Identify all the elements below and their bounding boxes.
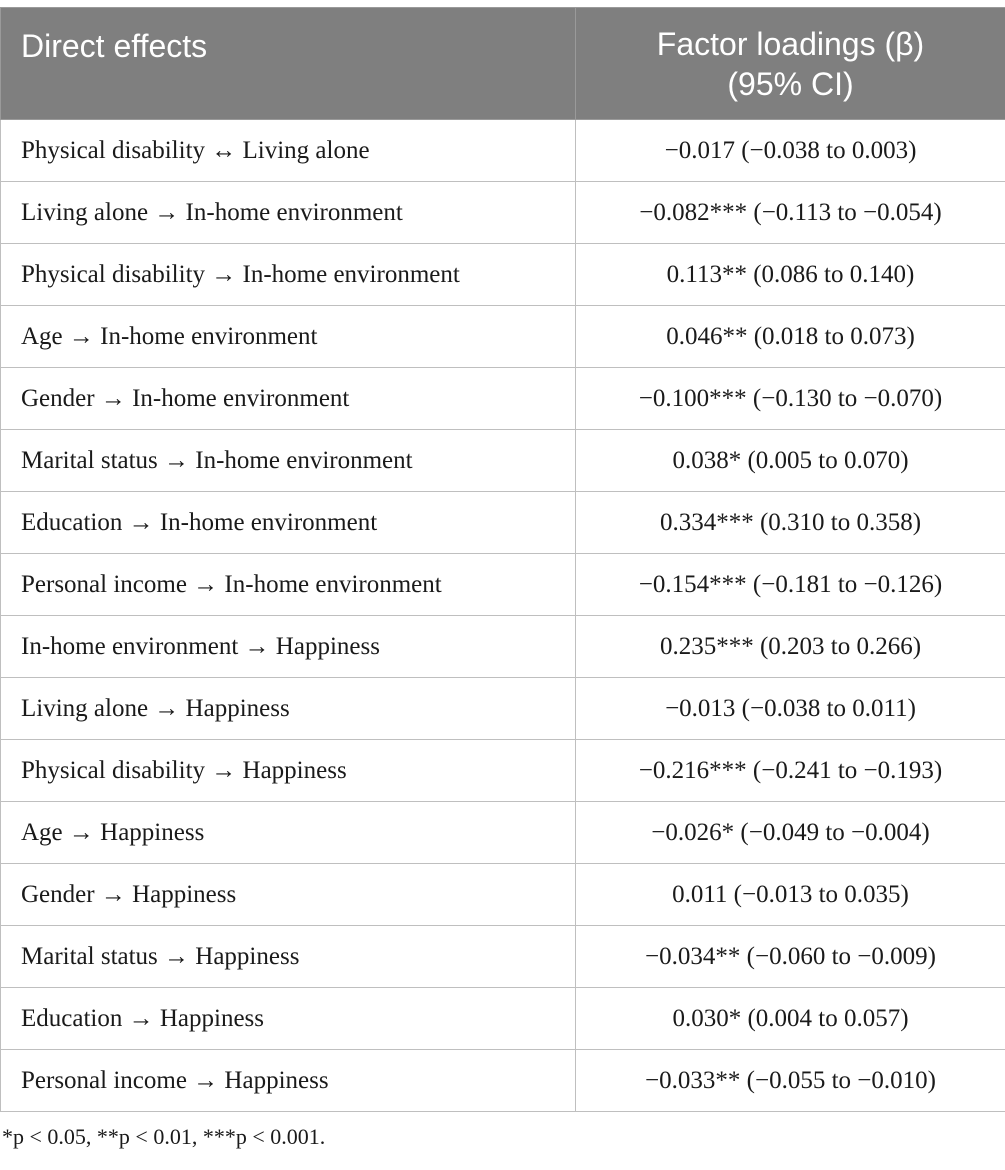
loading-cell: −0.216*** (−0.241 to −0.193): [576, 740, 1005, 802]
loading-cell: 0.038* (0.005 to 0.070): [576, 430, 1005, 492]
loading-cell: 0.113** (0.086 to 0.140): [576, 244, 1005, 306]
effect-cell: Living alone → In-home environment: [1, 182, 576, 244]
loading-cell: −0.082*** (−0.113 to −0.054): [576, 182, 1005, 244]
effect-cell: Physical disability → Happiness: [1, 740, 576, 802]
loading-cell: −0.100*** (−0.130 to −0.070): [576, 368, 1005, 430]
loading-cell: −0.034** (−0.060 to −0.009): [576, 926, 1005, 988]
effect-cell: Marital status → Happiness: [1, 926, 576, 988]
table-row: [1, 926, 1005, 988]
effect-cell: In-home environment → Happiness: [1, 616, 576, 678]
loading-cell: 0.046** (0.018 to 0.073): [576, 306, 1005, 368]
table-row: [1, 740, 1005, 802]
loading-cell: 0.011 (−0.013 to 0.035): [576, 864, 1005, 926]
table-row: [1, 492, 1005, 554]
table-row: [1, 802, 1005, 864]
header-factor-loadings-line2: (95% CI): [727, 65, 854, 102]
effect-cell: Education → Happiness: [1, 988, 576, 1050]
loading-cell: −0.013 (−0.038 to 0.011): [576, 678, 1005, 740]
table-row: [1, 182, 1005, 244]
loading-cell: 0.334*** (0.310 to 0.358): [576, 492, 1005, 554]
effect-cell: Personal income → In-home environment: [1, 554, 576, 616]
table-header-row: [1, 8, 1005, 120]
loading-cell: −0.033** (−0.055 to −0.010): [576, 1050, 1005, 1112]
significance-footnote: *p < 0.05, **p < 0.01, ***p < 0.001.: [2, 1124, 326, 1149]
effect-cell: Age → Happiness: [1, 802, 576, 864]
direct-effects-table: [0, 7, 1005, 1112]
loading-cell: −0.154*** (−0.181 to −0.126): [576, 554, 1005, 616]
effect-cell: Living alone → Happiness: [1, 678, 576, 740]
loading-cell: 0.030* (0.004 to 0.057): [576, 988, 1005, 1050]
table-body: [1, 120, 1005, 1112]
table-row: [1, 306, 1005, 368]
table-row: [1, 1050, 1005, 1112]
header-direct-effects: [1, 8, 576, 120]
table-row: [1, 554, 1005, 616]
loading-cell: −0.017 (−0.038 to 0.003): [576, 120, 1005, 182]
table-row: [1, 368, 1005, 430]
table-row: [1, 988, 1005, 1050]
effect-cell: Marital status → In-home environment: [1, 430, 576, 492]
effect-cell: Education → In-home environment: [1, 492, 576, 554]
effect-cell: Age → In-home environment: [1, 306, 576, 368]
header-direct-effects-label: Direct effects: [21, 28, 208, 64]
table-row: [1, 244, 1005, 306]
effect-cell: Gender → Happiness: [1, 864, 576, 926]
effect-cell: Physical disability → In-home environment: [1, 244, 576, 306]
effect-cell: Physical disability ↔ Living alone: [1, 120, 576, 182]
effect-cell: Personal income → Happiness: [1, 1050, 576, 1112]
loading-cell: −0.026* (−0.049 to −0.004): [576, 802, 1005, 864]
header-factor-loadings: [576, 8, 1005, 120]
table-row: [1, 616, 1005, 678]
effect-cell: Gender → In-home environment: [1, 368, 576, 430]
table-row: [1, 678, 1005, 740]
direct-effects-table-container: [0, 7, 1005, 1112]
header-factor-loadings-line1: Factor loadings (β): [656, 25, 925, 62]
table-row: [1, 430, 1005, 492]
loading-cell: 0.235*** (0.203 to 0.266): [576, 616, 1005, 678]
table-row: [1, 120, 1005, 182]
table-row: [1, 864, 1005, 926]
